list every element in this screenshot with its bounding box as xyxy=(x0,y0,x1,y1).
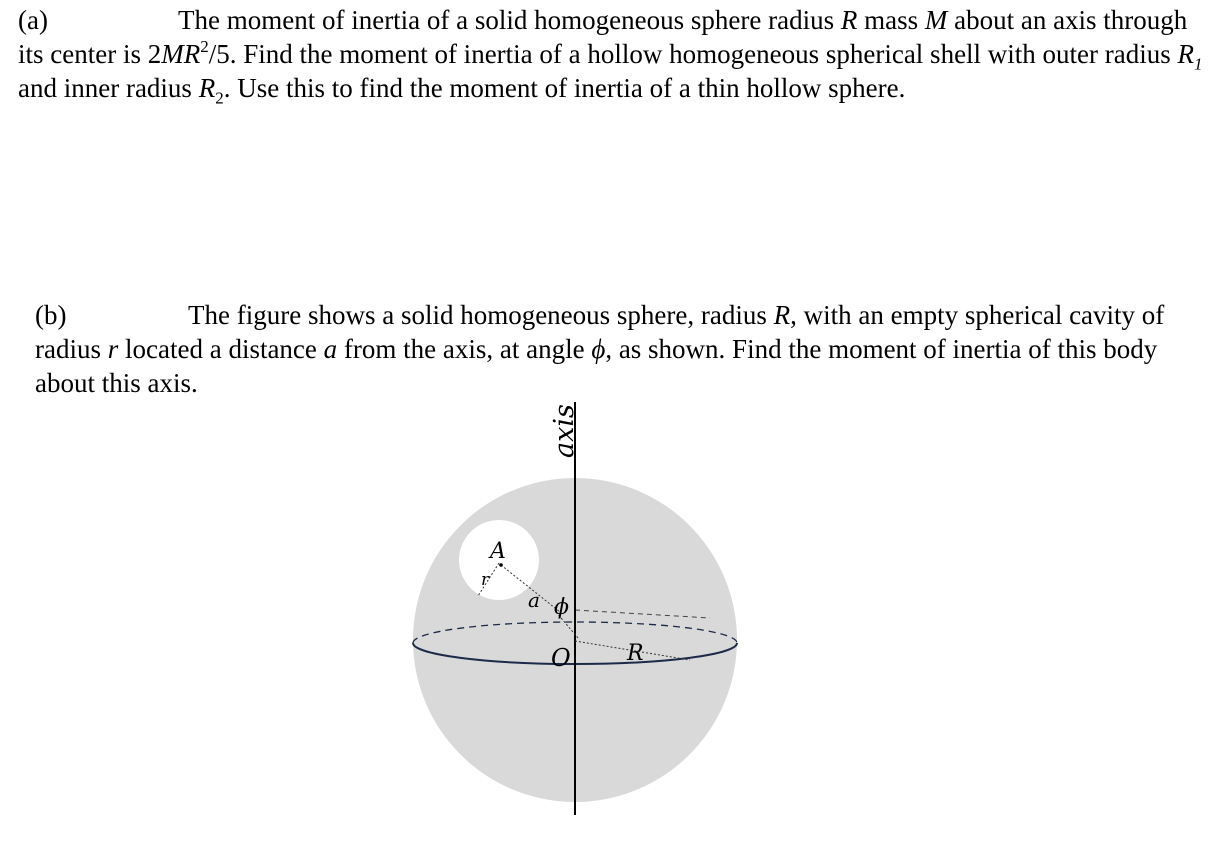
sphere-radius-label-R: R xyxy=(627,641,644,666)
part-b-label: (b) xyxy=(35,300,67,330)
axis-label: axis xyxy=(549,404,580,458)
symbol-a: a xyxy=(323,334,338,364)
part-b-text-3: located a distance xyxy=(118,334,324,364)
angle-label-phi: ϕ xyxy=(554,595,569,620)
cavity-radius-label-r: r xyxy=(481,570,490,590)
symbol-R2: R xyxy=(198,73,216,103)
symbol-R: R xyxy=(840,5,858,35)
symbol-r: r xyxy=(107,334,119,364)
part-a-text-5: and inner radius xyxy=(18,73,199,103)
part-b-text-1: The figure shows a solid homogeneous sphere, radius xyxy=(188,300,774,330)
subscript-1: 1 xyxy=(1194,54,1203,74)
exponent-2: 2 xyxy=(200,37,209,56)
part-b-text-4: from the axis, at angle xyxy=(337,334,592,364)
part-b-text-2: , with an empty spherical cavity of radius xyxy=(35,300,1165,364)
symbol-R: R xyxy=(773,300,791,330)
symbol-M: M xyxy=(924,5,948,35)
distance-label-a: a xyxy=(528,588,540,612)
symbol-R1: R xyxy=(1177,39,1195,69)
part-a-label: (a) xyxy=(18,5,48,35)
part-a-text-3: about an axis through its center is 2 xyxy=(18,5,1188,69)
part-a-text-2: mass xyxy=(857,5,925,35)
subscript-2: 2 xyxy=(215,88,224,108)
cavity-center-label-A: A xyxy=(490,539,506,564)
symbol-phi: ϕ xyxy=(591,334,606,364)
part-b-text-5: , as shown. Find the moment of inertia of this body about this axis. xyxy=(35,334,1158,398)
symbol-MR: MR xyxy=(161,39,201,69)
part-a-text-1: The moment of inertia of a solid homogeneous sphere radius xyxy=(178,5,841,35)
origin-label-O: O xyxy=(551,644,571,672)
part-a-text-6: . Use this to find the moment of inertia of a thin hollow sphere. xyxy=(223,73,906,103)
part-a-text-4: /5. Find the moment of inertia of a hollow homogeneous spherical shell with outer radius xyxy=(208,39,1178,69)
